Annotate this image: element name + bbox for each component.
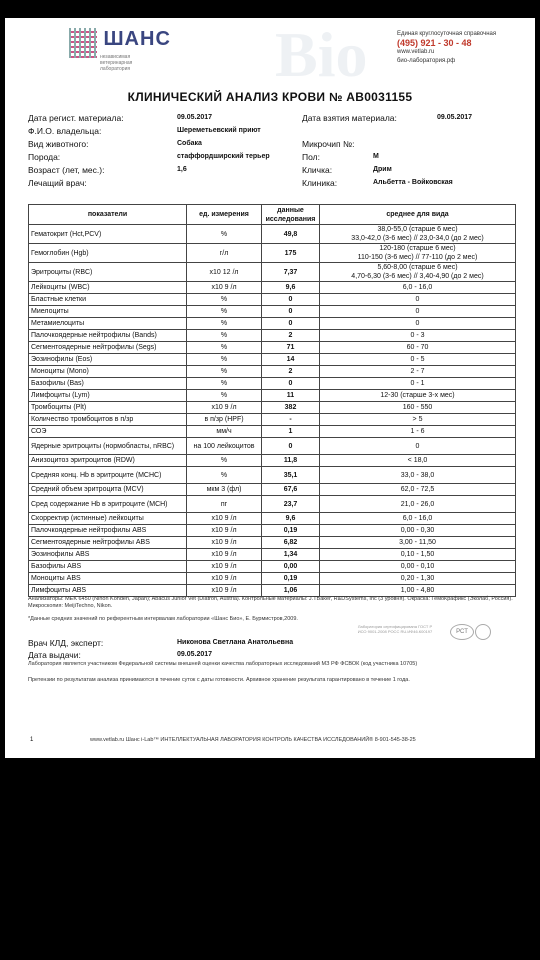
- table-row: [29, 244, 516, 263]
- table-row: [29, 402, 516, 414]
- parameter-name: Эозинофилы (Eos): [29, 354, 187, 366]
- reference-range: [320, 318, 516, 330]
- reference-range: [320, 330, 516, 342]
- unit: в п/зр (HPF): [187, 414, 262, 426]
- breed: стаффордширский терьер: [177, 153, 270, 160]
- result-value: 49,8: [262, 225, 320, 244]
- claims-note: Претензии по результатам анализа принимаются в течение суток с даты готовности. Архивное хранение результата гарантировано в течение 1 года.: [28, 677, 410, 683]
- unit: пг: [187, 496, 262, 513]
- species: Собака: [177, 140, 202, 147]
- parameter-name: Лейкоциты (WBC): [29, 282, 187, 294]
- table-row: [29, 366, 516, 378]
- site-link[interactable]: www.vetlab.ru: [397, 49, 435, 55]
- reference-range: [320, 225, 516, 244]
- reference-range: [320, 354, 516, 366]
- table-row: [29, 513, 516, 525]
- unit: x10 9 /л: [187, 573, 262, 585]
- reference-line: 0,10 - 1,50: [400, 551, 435, 558]
- parameter-name: Базофилы ABS: [29, 561, 187, 573]
- parameter-name: Средний объем эритроцита (MCV): [29, 484, 187, 496]
- reference-range: [320, 342, 516, 354]
- reference-range: [320, 513, 516, 525]
- clinic-label: Клиника:: [302, 178, 338, 188]
- pct-mark-icon: РСТ: [450, 624, 474, 640]
- bio-watermark: Bio: [275, 19, 368, 90]
- reference-line: 12-30 (старше 3-х мес): [380, 392, 455, 399]
- age-label: Возраст (лет, мес.):: [28, 165, 105, 175]
- owner: Шереметьевский приют: [177, 127, 261, 134]
- age: 1,6: [177, 166, 187, 173]
- cert-mark-icon: [475, 624, 491, 640]
- col-header-parameter: показатели: [29, 205, 187, 225]
- reference-range: [320, 467, 516, 484]
- reg-date-label: Дата регист. материала:: [28, 113, 124, 123]
- parameter-name: Бластные клетки: [29, 294, 187, 306]
- reference-line: 6,0 - 16,0: [402, 284, 433, 291]
- nick: Дрим: [373, 166, 392, 173]
- take-date-label: Дата взятия материала:: [302, 113, 397, 123]
- result-value: -: [262, 414, 320, 426]
- reference-line: 0: [415, 296, 420, 303]
- reference-range: [320, 585, 516, 597]
- table-row: [29, 225, 516, 244]
- parameter-name: Моноциты ABS: [29, 573, 187, 585]
- reference-line: 0 - 5: [410, 356, 425, 363]
- result-value: 23,7: [262, 496, 320, 513]
- page-number: 1: [30, 737, 34, 743]
- unit: x10 12 /л: [187, 263, 262, 282]
- contact-line: Единая круглосуточная справочная: [397, 31, 497, 37]
- result-value: 0,19: [262, 525, 320, 537]
- reference-note: *Данные средних значений по референтным интервалам лаборатории «Шанс Био», Е. Бурмистров,2009.: [28, 616, 298, 622]
- unit: %: [187, 378, 262, 390]
- result-value: 9,6: [262, 513, 320, 525]
- result-value: 71: [262, 342, 320, 354]
- parameter-name: Миелоциты: [29, 306, 187, 318]
- result-value: 0: [262, 306, 320, 318]
- parameter-name: Средняя конц. Hb в эритроците (MCHC): [29, 467, 187, 484]
- reference-range: [320, 496, 516, 513]
- table-row: [29, 354, 516, 366]
- reference-range: [320, 573, 516, 585]
- parameter-name: Лимфоциты ABS: [29, 585, 187, 597]
- parameter-name: СОЭ: [29, 426, 187, 438]
- parameter-name: Сегментоядерные нейтрофилы ABS: [29, 537, 187, 549]
- table-row: [29, 467, 516, 484]
- result-value: 0: [262, 294, 320, 306]
- reference-line: 1,00 - 4,80: [400, 587, 435, 594]
- table-row: [29, 390, 516, 402]
- owner-label: Ф.И.О. владельца:: [28, 126, 102, 136]
- parameter-name: Базофилы (Bas): [29, 378, 187, 390]
- table-row: [29, 525, 516, 537]
- parameter-name: Сегментоядерные нейтрофилы (Segs): [29, 342, 187, 354]
- table-row: [29, 455, 516, 467]
- reference-range: [320, 294, 516, 306]
- col-header-unit: ед. измерения: [187, 205, 262, 225]
- unit: %: [187, 306, 262, 318]
- breed-label: Порода:: [28, 152, 61, 162]
- phone: (495) 921 - 30 - 48: [397, 38, 472, 48]
- issue-date: 09.05.2017: [177, 651, 213, 658]
- unit: x10 9 /л: [187, 282, 262, 294]
- table-row: [29, 263, 516, 282]
- table-row: [29, 294, 516, 306]
- result-value: 67,6: [262, 484, 320, 496]
- reference-line: 0 - 1: [410, 380, 425, 387]
- reference-line: 0,00 - 0,10: [400, 563, 435, 570]
- result-value: 7,37: [262, 263, 320, 282]
- table-row: [29, 549, 516, 561]
- result-value: 35,1: [262, 467, 320, 484]
- contact-block: [397, 30, 532, 66]
- reference-range: [320, 282, 516, 294]
- result-value: 11,8: [262, 455, 320, 467]
- reference-range: [320, 438, 516, 455]
- table-row: [29, 414, 516, 426]
- table-row: [29, 484, 516, 496]
- result-value: 14: [262, 354, 320, 366]
- sex-label: Пол:: [302, 152, 320, 162]
- report-title: КЛИНИЧЕСКИЙ АНАЛИЗ КРОВИ № АВ0031155: [127, 90, 413, 104]
- table-row: [29, 438, 516, 455]
- table-row: [29, 378, 516, 390]
- reference-range: [320, 402, 516, 414]
- results-table: [28, 204, 516, 597]
- reference-line: 33,0-42,0 (3-6 мес) // 23,0-34,0 (до 2 мес): [351, 235, 484, 242]
- table-row: [29, 496, 516, 513]
- unit: %: [187, 225, 262, 244]
- certification-stamp: Лаборатория сертифицирована ГОСТ Р ИСО 9001-2008 РОСС RU.ИФ46.К00197: [357, 624, 433, 634]
- unit: %: [187, 467, 262, 484]
- table-row: [29, 342, 516, 354]
- reference-range: [320, 378, 516, 390]
- parameter-name: Сред содержание Hb в эритроците (MCH): [29, 496, 187, 513]
- unit: x10 9 /л: [187, 585, 262, 597]
- reference-line: 21,0 - 26,0: [400, 500, 435, 508]
- parameter-name: Моноциты (Mono): [29, 366, 187, 378]
- parameter-name: Гемоглобин (Hgb): [29, 244, 187, 263]
- sex: М: [373, 153, 379, 160]
- col-header-reference: среднее для вида: [320, 205, 516, 225]
- reference-line: 120-180 (старше 6 мес): [379, 245, 456, 252]
- reference-line: 110-150 (3-6 мес) // 77-110 (до 2 мес): [357, 254, 478, 261]
- parameter-name: Лимфоциты (Lym): [29, 390, 187, 402]
- result-value: 0,19: [262, 573, 320, 585]
- reference-line: 33,0 - 38,0: [400, 471, 435, 479]
- result-value: 2: [262, 366, 320, 378]
- col-header-value: данные исследования: [262, 205, 320, 225]
- result-value: 382: [262, 402, 320, 414]
- table-row: [29, 537, 516, 549]
- nick-label: Кличка:: [302, 165, 333, 175]
- parameter-name: Гематокрит (Hct,PCV): [29, 225, 187, 244]
- issue-date-label: Дата выдачи:: [28, 650, 81, 660]
- parameter-name: Эозинофилы ABS: [29, 549, 187, 561]
- parameter-name: Анизоцитоз эритроцитов (RDW): [29, 455, 187, 467]
- participant-note: Лаборатория является участником Федеральной системы внешней оценки качества лабораторных исследований МЗ РФ ФСВОК (код участника 10705): [28, 661, 418, 667]
- logo-name: ШАНС: [103, 28, 171, 50]
- result-value: 175: [262, 244, 320, 263]
- table-row: [29, 318, 516, 330]
- table-row: [29, 561, 516, 573]
- result-value: 2: [262, 330, 320, 342]
- reference-line: < 18,0: [407, 457, 428, 464]
- reference-line: 0,20 - 1,30: [400, 575, 435, 582]
- lab-logo: [69, 28, 171, 72]
- parameter-name: Количество тромбоцитов в п/зр: [29, 414, 187, 426]
- reference-line: 6,0 - 16,0: [402, 515, 433, 522]
- reference-line: 0: [415, 308, 420, 315]
- result-value: 11: [262, 390, 320, 402]
- result-value: 1,34: [262, 549, 320, 561]
- parameter-name: Палочкоядерные нейтрофилы ABS: [29, 525, 187, 537]
- table-row: [29, 585, 516, 597]
- doctor-label: Врач КЛД, эксперт:: [28, 638, 104, 648]
- lab-report-sheet: [5, 18, 535, 758]
- email-link[interactable]: био-лаборатория.рф: [397, 58, 456, 64]
- parameter-name: Тромбоциты (Plt): [29, 402, 187, 414]
- parameter-name: Эритроциты (RBC): [29, 263, 187, 282]
- unit: %: [187, 366, 262, 378]
- parameter-name: Скорректир (истинные) лейкоциты: [29, 513, 187, 525]
- result-value: 0: [262, 318, 320, 330]
- reference-range: [320, 414, 516, 426]
- table-row: [29, 426, 516, 438]
- table-row: [29, 306, 516, 318]
- reference-line: 4,70-6,30 (3-6 мес) // 3,40-4,90 (до 2 мес): [351, 273, 484, 280]
- reference-range: [320, 306, 516, 318]
- reference-range: [320, 484, 516, 496]
- result-value: 0: [262, 438, 320, 455]
- reference-line: > 5: [412, 416, 423, 423]
- unit: %: [187, 455, 262, 467]
- reference-line: 0: [415, 320, 420, 327]
- table-header-row: [29, 205, 516, 225]
- unit: x10 9 /л: [187, 525, 262, 537]
- analyzers-note: Анализаторы: MEK 6450 (Nihon Kohden, Japan); Abacus Junior Vet (Diatron, Austria). Контрольные материалы: J.TBaker, R&DSystems, Inc (3 уровня). Окраска: ГемоКрафикс (Эколаб, Россия). Микроскопия: MeijiTechno, Nikon.: [28, 596, 513, 609]
- reference-line: 0,00 - 0,30: [400, 527, 435, 534]
- logo-subtitle: независимая ветеринарная лаборатория: [100, 54, 133, 72]
- unit: %: [187, 294, 262, 306]
- species-label: Вид животного:: [28, 139, 89, 149]
- unit: мкм 3 (фл): [187, 484, 262, 496]
- result-value: 1,06: [262, 585, 320, 597]
- result-value: 0: [262, 378, 320, 390]
- table-row: [29, 330, 516, 342]
- reference-range: [320, 263, 516, 282]
- unit: %: [187, 342, 262, 354]
- doctor: Никонова Светлана Анатольевна: [177, 639, 294, 646]
- reference-range: [320, 525, 516, 537]
- clinic: Альбетта - Войковская: [373, 179, 453, 186]
- unit: x10 9 /л: [187, 537, 262, 549]
- reference-line: 62,0 - 72,5: [400, 486, 435, 493]
- unit: мм/ч: [187, 426, 262, 438]
- reference-line: 2 - 7: [410, 368, 425, 375]
- reference-line: 1 - 6: [410, 428, 425, 435]
- parameter-name: Ядерные эритроциты (нормобласты, nRBC): [29, 438, 187, 455]
- unit: %: [187, 330, 262, 342]
- chip-label: Микрочип №:: [302, 139, 355, 149]
- parameter-name: Метамиелоциты: [29, 318, 187, 330]
- reference-line: 60 - 70: [406, 344, 429, 351]
- result-value: 1: [262, 426, 320, 438]
- reference-range: [320, 244, 516, 263]
- reference-range: [320, 549, 516, 561]
- unit: %: [187, 318, 262, 330]
- table-row: [29, 282, 516, 294]
- unit: x10 9 /л: [187, 402, 262, 414]
- bottom-banner: www.vetlab.ru Шанс i-Lab™ ИНТЕЛЛЕКТУАЛЬНАЯ ЛАБОРАТОРИЯ КОНТРОЛЬ КАЧЕСТВА ИССЛЕДОВАНИЙ® 8-901-545-38-25: [90, 737, 416, 743]
- unit: x10 9 /л: [187, 549, 262, 561]
- reference-line: 5,60-8,00 (старше 6 мес): [377, 264, 458, 271]
- unit: на 100 лейкоцитов: [187, 438, 262, 455]
- reference-range: [320, 366, 516, 378]
- result-value: 0,00: [262, 561, 320, 573]
- reference-range: [320, 426, 516, 438]
- reference-line: 0 - 3: [410, 332, 425, 339]
- result-value: 9,6: [262, 282, 320, 294]
- unit: г/л: [187, 244, 262, 263]
- reg-date: 09.05.2017: [177, 114, 213, 121]
- unit: %: [187, 390, 262, 402]
- reference-range: [320, 390, 516, 402]
- reference-range: [320, 537, 516, 549]
- result-value: 6,82: [262, 537, 320, 549]
- reference-range: [320, 455, 516, 467]
- reference-line: 38,0-55,0 (старше 6 мес): [377, 226, 458, 233]
- reference-line: 0: [415, 442, 420, 450]
- unit: x10 9 /л: [187, 513, 262, 525]
- reference-line: 160 - 550: [402, 404, 433, 411]
- table-row: [29, 573, 516, 585]
- take-date: 09.05.2017: [437, 114, 473, 121]
- reference-line: 3,00 - 11,50: [399, 539, 436, 546]
- unit: %: [187, 354, 262, 366]
- parameter-name: Палочкоядерные нейтрофилы (Bands): [29, 330, 187, 342]
- reference-range: [320, 561, 516, 573]
- unit: x10 9 /л: [187, 561, 262, 573]
- logo-grid-icon: [69, 28, 97, 58]
- vet-label: Лечащий врач:: [28, 178, 87, 188]
